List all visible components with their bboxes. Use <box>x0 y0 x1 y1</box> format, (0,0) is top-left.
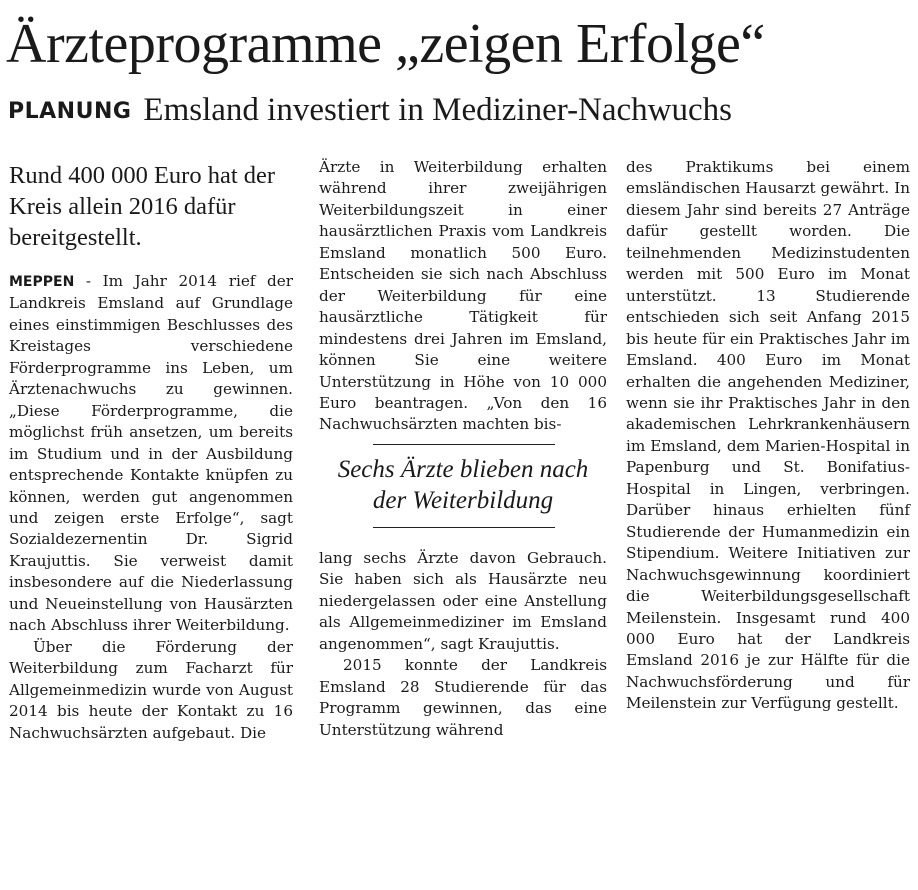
column-2 <box>319 157 607 741</box>
paragraph: Über die Förderung der Weiterbildung zum Facharzt für Allgemeinmedizin wurde von August 2014 bis heute der Kontakt zu 16 Nachwuchsärzten aufgebaut. Die <box>9 637 293 742</box>
divider <box>373 444 555 445</box>
subtitle: Emsland investiert in Mediziner-Nachwuchs <box>143 92 733 128</box>
paragraph <box>9 271 293 637</box>
kicker: PLANUNG <box>8 99 132 124</box>
paragraph: des Praktikums bei einem emsländischen Hausarzt gewährt. In diesem Jahr sind bereits 27 Anträge dafür gestellt worden. Die teilnehmenden Medizinstudenten werden mit 500 Euro im Monat unterstützt. 13 Studierende entschieden sich seit Anfang 2015 bis heute für ein Praktisches Jahr im Emsland. 400 Euro im Monat erhalten die angehenden Mediziner, wenn sie ihr Praktisches Jahr in den akademischen Lehrkrankenhäusern im Emsland, dem Marien-Hospital in Papenburg und St. Bonifatius-Hospital in Lingen, verbringen. Darüber hinaus erhielten fünf Studierende der Humanmedizin ein Stipendium. Weitere Initiativen zur Nachwuchsgewinnung koordiniert die Weiterbildungsgesellschaft Meilenstein. Insgesamt rund 400 000 Euro hat der Landkreis Emsland 2016 je zur Hälfte für die Nachwuchsförderung und für Meilenstein zur Verfügung gestellt. <box>626 158 910 713</box>
column-3 <box>626 157 910 715</box>
dateline: MEPPEN <box>9 274 75 290</box>
column-1 <box>9 158 293 744</box>
subheadline <box>8 92 908 129</box>
paragraph-text: - Im Jahr 2014 rief der Landkreis Emsland auf Grundlage eines einstimmigen Beschlusses des Kreistages verschiedene Förderprogramme ins Leben, um Ärztenachwuchs zu gewinnen. „Diese Förderprogramme, die möglichst früh ansetzen, um bereits im Studium und in der Ausbildung entsprechende Kontakte knüpfen zu können, werden gut angenommen und zeigen erste Erfolge“, sagt Sozialdezernentin Dr. Sigrid Kraujuttis. Sie verweist damit insbesondere auf die Niederlassung und Neueinstellung von Hausärzten nach Abschluss ihrer Weiterbildung. <box>9 272 293 635</box>
divider <box>373 527 555 528</box>
paragraph: 2015 konnte der Landkreis Emsland 28 Studierende für das Programm gewinnen, das eine Unterstützung während <box>319 656 607 739</box>
paragraph: Ärzte in Weiterbildung erhalten während ihrer zweijährigen Weiterbildungszeit in einer hausärztlichen Praxis vom Landkreis Emsland monatlich 500 Euro. Entscheiden sie sich nach Abschluss der Weiterbildung für eine hausärztliche Tätigkeit für mindestens drei Jahren im Emsland, können Sie eine weitere Unterstützung in Höhe von 10 000 Euro beantragen. „Von den 16 Nachwuchsärzten machten bis- <box>319 158 607 434</box>
paragraph: lang sechs Ärzte davon Gebrauch. Sie haben sich als Hausärzte neu niedergelassen oder eine Anstellung als Allgemeinmediziner im Emsland angenommen“, sagt Kraujuttis. <box>319 548 607 653</box>
pull-quote-text: Sechs Ärzte blieben nach der Weiterbildung <box>337 455 589 514</box>
pull-quote <box>319 444 607 528</box>
teaser: Rund 400 000 Euro hat der Kreis allein 2016 dafür bereitgestellt. <box>9 162 276 251</box>
headline: Ärzteprogramme „zeigen Erfolge“ <box>6 13 765 75</box>
